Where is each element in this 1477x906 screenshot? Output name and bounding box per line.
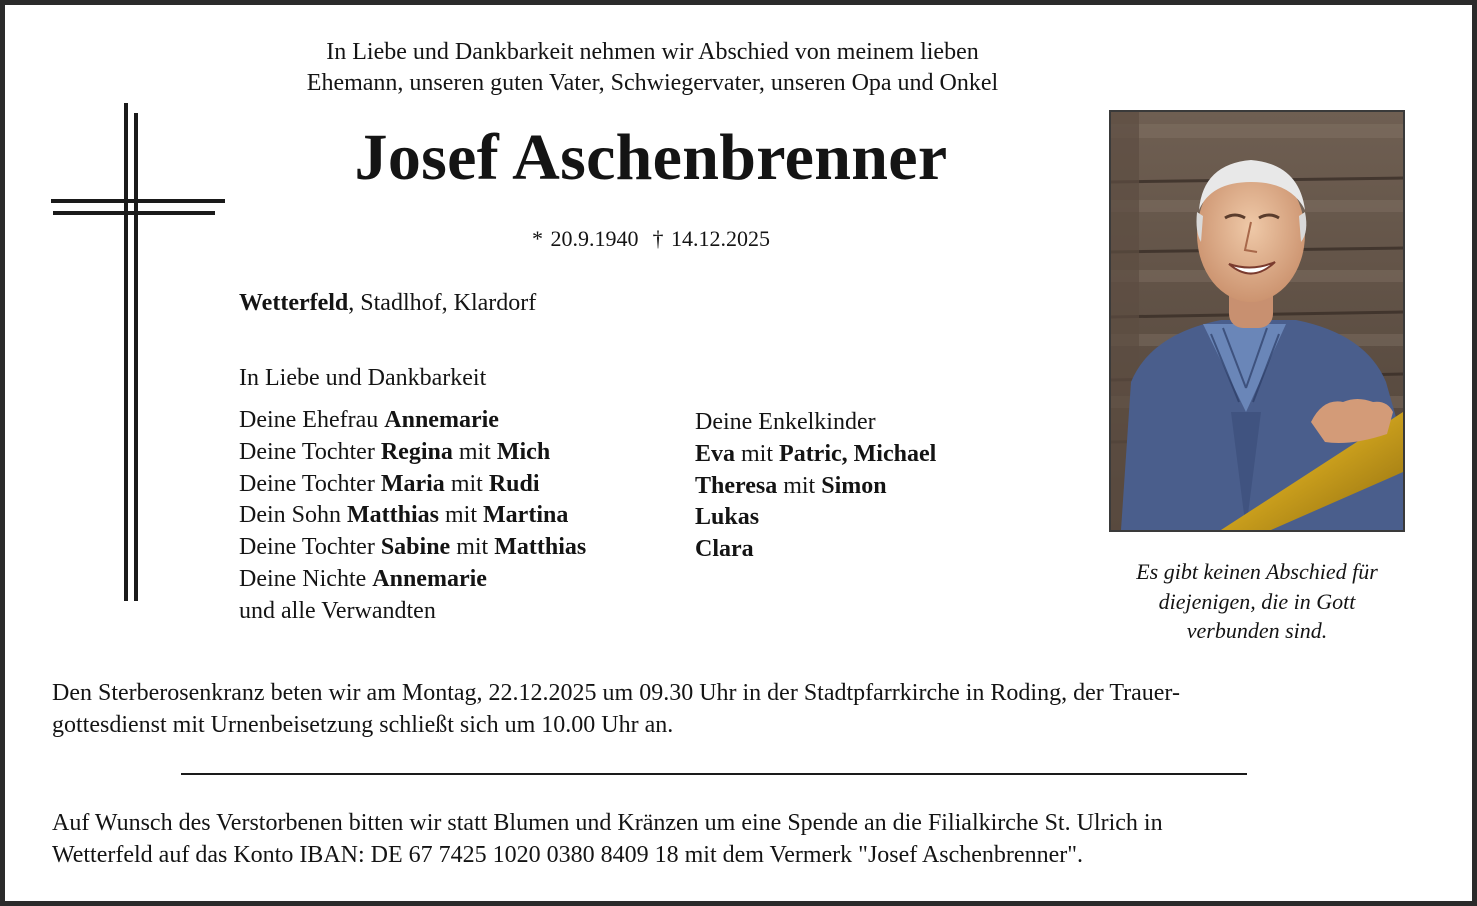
list-item-text: Theresa (695, 472, 778, 499)
grandchildren-heading: Deine Enkelkinder (695, 409, 876, 435)
list-item (239, 500, 586, 532)
list-item (239, 596, 586, 628)
service-notice (52, 677, 1412, 741)
grandchildren-rows (695, 439, 936, 566)
life-dates (465, 225, 837, 253)
quote (1105, 557, 1409, 646)
list-item (239, 437, 586, 469)
grandchildren-list (695, 407, 936, 566)
list-item-text: Annemarie (372, 565, 487, 592)
quote-line-3: verbunden sind. (1186, 618, 1328, 643)
list-item-text: Clara (695, 536, 754, 563)
portrait-photo (1109, 110, 1405, 532)
list-item-text: Deine Ehefrau (239, 407, 385, 433)
deceased-name: Josef Aschenbrenner (354, 121, 948, 194)
intro-line-2: Ehemann, unseren guten Vater, Schwiegervater, unseren Opa und Onkel (306, 70, 999, 96)
birth-date: * 20.9.1940 (532, 226, 639, 251)
list-item-text: Deine Tochter (239, 534, 381, 561)
list-item-text: mit (777, 472, 822, 499)
donation-notice (52, 807, 1432, 871)
place-names (239, 288, 536, 318)
donation-line-2: Wetterfeld auf das Konto IBAN: DE 67 7425 1020 0380 8409 18 mit dem Vermerk "Josef Aschenbrenner". (52, 842, 1084, 868)
list-item (695, 502, 936, 534)
intro-line-1: In Liebe und Dankbarkeit nehmen wir Abschied von meinem lieben (326, 39, 979, 65)
quote-line-2: diejenigen, die in Gott (1158, 588, 1356, 614)
place-rest: , Stadlhof, Klardorf (348, 290, 537, 316)
list-item-text: Deine Tochter (239, 470, 381, 497)
list-item-text: Lukas (695, 504, 760, 531)
list-item (239, 532, 586, 564)
list-item-text: mit (444, 470, 489, 497)
list-item-text: mit (450, 534, 495, 561)
list-item (239, 469, 586, 501)
list-item-text: Mich (496, 438, 551, 465)
list-item-text: mit (735, 440, 780, 467)
list-item (695, 439, 936, 471)
list-item-text: mit (439, 502, 484, 529)
list-item-text: Matthias (347, 502, 439, 529)
notice-line-2: gottesdienst mit Urnenbeisetzung schließt sich um 10.00 Uhr an. (52, 712, 674, 738)
list-item-text: Sabine (380, 534, 451, 561)
list-item-text: Matthias (494, 534, 587, 561)
list-item (239, 564, 586, 596)
intro-text (215, 37, 1090, 99)
family-list (239, 405, 586, 628)
list-item-text: Dein Sohn (239, 502, 347, 529)
notice-line-1: Den Sterberosenkranz beten wir am Montag, 22.12.2025 um 09.30 Uhr in der Stadtpfarrkirche in Roding, der Trauer- (52, 680, 1180, 706)
list-item-text: Deine Tochter (239, 438, 381, 465)
portrait-illustration (1111, 112, 1403, 530)
list-item-text: und alle Verwandten (239, 597, 436, 624)
list-item (695, 471, 936, 503)
list-item-text: Deine Nichte (239, 565, 373, 592)
list-item-text: Maria (380, 470, 445, 497)
list-item-text: Simon (821, 472, 887, 499)
mourners-heading: In Liebe und Dankbarkeit (239, 365, 487, 391)
cross-icon (49, 101, 229, 603)
list-item (695, 534, 936, 566)
list-item-text: Regina (380, 438, 453, 465)
list-item-text: mit (452, 438, 497, 465)
list-item-text: Annemarie (384, 407, 499, 433)
list-item-text: Eva (695, 440, 736, 467)
list-item-text: Patric, Michael (779, 440, 937, 467)
donation-line-1: Auf Wunsch des Verstorbenen bitten wir statt Blumen und Kränzen um eine Spende an die Filialkirche St. Ulrich in (52, 810, 1163, 836)
list-item-text: Martina (483, 502, 569, 529)
death-date: † 14.12.2025 (652, 226, 770, 251)
divider (181, 773, 1247, 775)
list-item-text: Rudi (488, 470, 540, 497)
list-item (239, 405, 586, 437)
quote-line-1: Es gibt keinen Abschied für (1136, 559, 1378, 584)
place-main: Wetterfeld (239, 290, 349, 316)
